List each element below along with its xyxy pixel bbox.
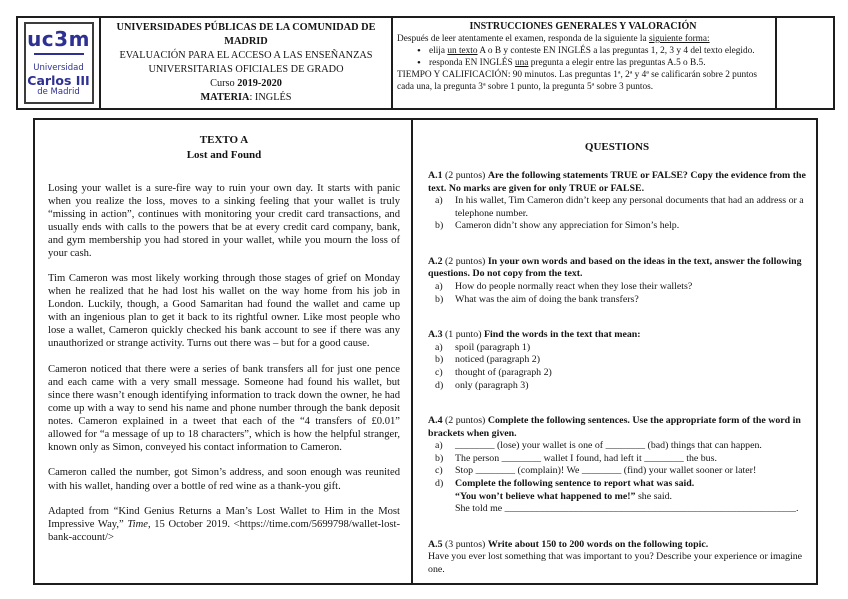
question-id: A.3 <box>428 329 443 341</box>
header-instructions <box>391 18 775 108</box>
exam-header <box>16 16 835 110</box>
question-points: (2 puntos) <box>442 170 488 181</box>
texto-heading <box>48 133 400 163</box>
bullet2-underlined: una <box>514 58 529 69</box>
question-a1-heading <box>428 170 806 195</box>
header-subtitle: EVALUACIÓN PARA EL ACCESO A LAS ENSEÑANZAS UNIVERSITARIAS OFICIALES DE GRADO <box>119 50 373 75</box>
question-a1-item-a <box>428 195 806 220</box>
question-a4-item-d <box>428 478 806 516</box>
header-course <box>111 77 381 91</box>
question-id: A.2 <box>428 255 443 267</box>
instructions-title: INSTRUCCIONES GENERALES Y VALORACIÓN <box>469 21 697 32</box>
header-empty-cell <box>775 18 833 108</box>
item-letter: c) <box>435 366 443 378</box>
question-id: A.5 <box>428 538 443 550</box>
source-prefix: Adapted from “Kind Genius Returns a Man’s Lost Wallet to Him in the Most Impressive Way,” <box>48 506 400 531</box>
intro-underlined: siguiente forma: <box>648 34 710 44</box>
question-points: (3 puntos) <box>442 538 488 550</box>
header-subject <box>111 91 381 105</box>
texto-paragraph-1: Losing your wallet is a sure-fire way to ruin your own day. It starts with panic when you realize the loss, moves to a sinking feeling that your wallet is truly “missing in action”, continues with monitoring your credit card transactions, and usually ends with calls to the powers that be at every credit card company, bank, and gym membership you had stored in your wallet, while you mourn the loss of your cash. <box>48 182 400 259</box>
question-points: (2 puntos) <box>442 415 488 427</box>
subject-value: : INGLÉS <box>249 91 292 103</box>
source-publication: Time <box>127 519 148 531</box>
question-a4-item-a <box>428 440 806 453</box>
question-prompt: Write about 150 to 200 words on the following topic. <box>487 538 709 550</box>
question-a5 <box>428 539 806 577</box>
question-points: (1 punto) <box>442 329 484 341</box>
instructions-bullet-1 <box>397 45 769 57</box>
question-a4 <box>428 415 806 516</box>
questions-title: QUESTIONS <box>584 141 650 153</box>
item-text: In his wallet, Tim Cameron didn’t keep any personal documents that had an address or a telephone number. <box>455 195 804 219</box>
question-a2 <box>428 256 806 306</box>
intro-prefix: Después de leer atentamente el examen, responda de la siguiente la <box>397 34 649 44</box>
uc3m-logo-de-madrid: de Madrid <box>37 86 80 97</box>
item-text: What was the aim of doing the bank transfers? <box>455 293 639 305</box>
item-d-quote: “You won’t believe what happened to me!” <box>455 490 636 502</box>
item-letter: b) <box>435 293 444 305</box>
question-id: A.4 <box>428 415 443 427</box>
item-text: Stop ________ (complain)! We ________ (find) your wallet sooner or later! <box>455 465 757 477</box>
question-a5-heading <box>428 539 806 552</box>
texto-a-column <box>35 120 413 583</box>
texto-title: Lost and Found <box>186 148 262 161</box>
instructions-intro <box>397 33 769 45</box>
item-text: Cameron didn’t show any appreciation for Simon’s help. <box>455 220 680 232</box>
question-prompt: Complete the following sentences. Use the appropriate form of the word in brackets when given. <box>428 415 801 439</box>
uc3m-logo-acronym: uc3m <box>27 27 90 51</box>
question-a3 <box>428 329 806 392</box>
subject-label: MATERIA <box>200 91 250 103</box>
texto-label: TEXTO A <box>199 134 249 146</box>
item-text: How do people normally react when they lose their wallets? <box>455 281 693 293</box>
texto-paragraph-4: Cameron called the number, got Simon’s address, and soon enough was reunited with his wallet, handing over a bottle of red wine as a thank-you gift. <box>48 467 400 492</box>
question-prompt: Find the words in the text that mean: <box>483 329 641 341</box>
questions-column <box>413 120 816 583</box>
uc3m-logo-rule <box>34 53 84 55</box>
item-text: thought of (paragraph 2) <box>455 366 552 378</box>
question-a4-item-c <box>428 465 806 478</box>
item-letter: a) <box>435 195 443 207</box>
item-letter: b) <box>435 220 444 232</box>
question-a4-heading <box>428 415 806 440</box>
bullet1-underlined: un texto <box>447 46 478 57</box>
question-a3-item-c <box>428 367 806 380</box>
item-letter: b) <box>435 452 444 464</box>
question-a5-body: Have you ever lost something that was important to you? Describe your experience or imagine one. <box>428 551 803 575</box>
question-a4-item-b <box>428 453 806 466</box>
item-text: only (paragraph 3) <box>455 379 529 391</box>
question-a3-item-b <box>428 354 806 367</box>
item-text: noticed (paragraph 2) <box>455 354 540 366</box>
header-title: UNIVERSIDADES PÚBLICAS DE LA COMUNIDAD DE MADRID <box>116 22 376 48</box>
bullet-icon: • <box>417 57 421 70</box>
logo-cell <box>18 18 99 108</box>
item-letter: c) <box>435 465 443 477</box>
question-a1-item-b <box>428 220 806 233</box>
uc3m-logo-carlos-iii: Carlos III <box>27 72 90 88</box>
item-text: spoil (paragraph 1) <box>455 341 531 353</box>
question-prompt: In your own words and based on the ideas in the text, answer the following questions. Do not copy from the text. <box>428 255 802 280</box>
instructions-bullet-2 <box>397 57 769 69</box>
header-university-info <box>99 18 391 108</box>
question-a3-heading <box>428 329 806 342</box>
texto-paragraph-2: Tim Cameron was most likely working through those stages of grief on Monday when he realized that he had lost his wallet on the way home from his job in London. Luckily, though, a Good Samaritan had found the wallet and came up with an ingenious plan to get it back to its rightful owner. Like most people who lose a wallet, Cameron quickly checked his bank account to see if there was any unauthorized or strange activity. Turns out there was – but for a good cause. <box>48 273 400 350</box>
bullet1-suffix: A o B y conteste EN INGLÉS a las preguntas 1, 2, 3 y 4 del texto elegido. <box>477 46 755 57</box>
item-d-content <box>455 478 798 514</box>
item-letter: a) <box>435 440 443 452</box>
bullet-icon: • <box>417 45 421 58</box>
question-a2-heading <box>428 256 806 281</box>
question-a1 <box>428 170 806 233</box>
source-suffix: , 15 October 2019. <https://time.com/5699798/wallet-lost-bank-account/> <box>48 519 400 544</box>
item-d-quote-attribution: she said. <box>635 490 672 502</box>
bullet2-suffix: pregunta a elegir entre las preguntas A.5 o B.5. <box>528 58 706 69</box>
item-letter: d) <box>435 477 444 489</box>
question-a2-item-a <box>428 281 806 294</box>
item-text: The person ________ wallet I found, had left it ________ the bus. <box>455 452 717 464</box>
course-value: 2019-2020 <box>237 77 282 89</box>
question-id: A.1 <box>428 170 443 181</box>
question-prompt: Are the following statements TRUE or FALSE? Copy the evidence from the text. No marks are given for only TRUE or FALSE. <box>428 170 806 194</box>
item-d-instruction: Complete the following sentence to report what was said. <box>455 477 695 489</box>
question-a3-item-a <box>428 342 806 355</box>
bullet2-prefix: responda EN INGLÉS <box>429 58 515 69</box>
instructions-timing: TIEMPO Y CALIFICACIÓN: 90 minutos. Las preguntas 1ª, 2ª y 4ª se calificarán sobre 2 puntos cada una, la pregunta 3ª sobre 1 punto, la pregunta 5ª sobre 3 puntos. <box>397 70 757 93</box>
item-letter: a) <box>435 341 443 353</box>
item-text: ________ (lose) your wallet is one of ________ (bad) things that can happen. <box>455 440 762 452</box>
texto-source-citation <box>48 505 400 544</box>
bullet1-prefix: elija <box>429 46 448 57</box>
texto-paragraph-3: Cameron noticed that there were a series of bank transfers all for just one pence and each came with a very small message. Someone had found his wallet, but since there wasn’t enough identifying information to track down the owner, he had come up with a way to send his name and phone number through the bank deposit notes. Cameron explained in a tweet that each of the “4 transfers of £0.01” allowed for “a message of up to 18 characters”, which is how the helpful stranger, known only as Simon, conveyed his contact information to Cameron. <box>48 363 400 453</box>
uc3m-logo <box>24 22 94 104</box>
item-letter: b) <box>435 354 444 366</box>
item-d-answer-line: She told me ___________________________________________________________. <box>455 503 799 515</box>
item-letter: a) <box>435 281 443 293</box>
course-label: Curso <box>210 77 238 89</box>
exam-body <box>33 118 818 585</box>
question-points: (2 puntos) <box>442 255 488 267</box>
uc3m-logo-universidad: Universidad <box>33 63 84 73</box>
question-a2-item-b <box>428 294 806 307</box>
item-letter: d) <box>435 379 444 391</box>
question-a3-item-d <box>428 380 806 393</box>
